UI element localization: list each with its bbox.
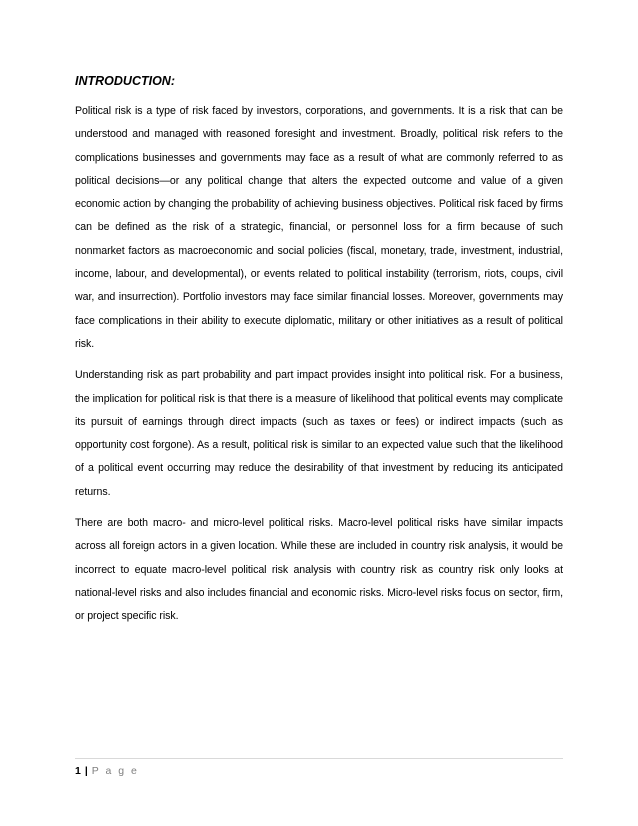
page-number: 1 bbox=[75, 765, 81, 777]
document-body bbox=[75, 72, 563, 637]
paragraph-2: Understanding risk as part probability and part impact provides insight into political risk. For a business, the implication for political risk is that there is a measure of likelihood that political events may complicate its pursuit of earnings through direct impacts (such as taxes or fees) or indirect impacts (such as opportunity cost forgone). As a result, political risk is similar to an expected value such that the likelihood of a political event occurring may reduce the desirability of that investment by reducing its anticipated returns. bbox=[75, 369, 563, 498]
footer-separator: | bbox=[84, 765, 88, 777]
paragraph-1: Political risk is a type of risk faced by investors, corporations, and governments. It is a risk that can be understood and managed with reasoned foresight and investment. Broadly, political risk refers to the complications businesses and governments may face as a result of what are commonly referred to as political decisions—or any political change that alters the expected outcome and value of a given economic action by changing the probability of achieving business objectives. Political risk faced by firms can be defined as the risk of a strategic, financial, or personnel loss for a firm because of such nonmarket factors as macroeconomic and social policies (fiscal, monetary, trade, investment, industrial, income, labour, and developmental), or events related to political instability (terrorism, riots, coups, civil war, and insurrection). Portfolio investors may face similar financial losses. Moreover, governments may face complications in their ability to execute diplomatic, military or other initiatives as a result of political risk. bbox=[75, 105, 563, 350]
page-label: P a g e bbox=[91, 765, 139, 777]
section-heading: INTRODUCTION: bbox=[75, 74, 175, 88]
page-footer bbox=[75, 758, 563, 777]
paragraph-3: There are both macro- and micro-level political risks. Macro-level political risks have similar impacts across all foreign actors in a given location. While these are included in country risk analysis, it would be incorrect to equate macro-level political risk analysis with country risk as country risk only looks at national-level risks and also includes financial and economic risks. Micro-level risks focus on sector, firm, or project specific risk. bbox=[75, 517, 563, 623]
